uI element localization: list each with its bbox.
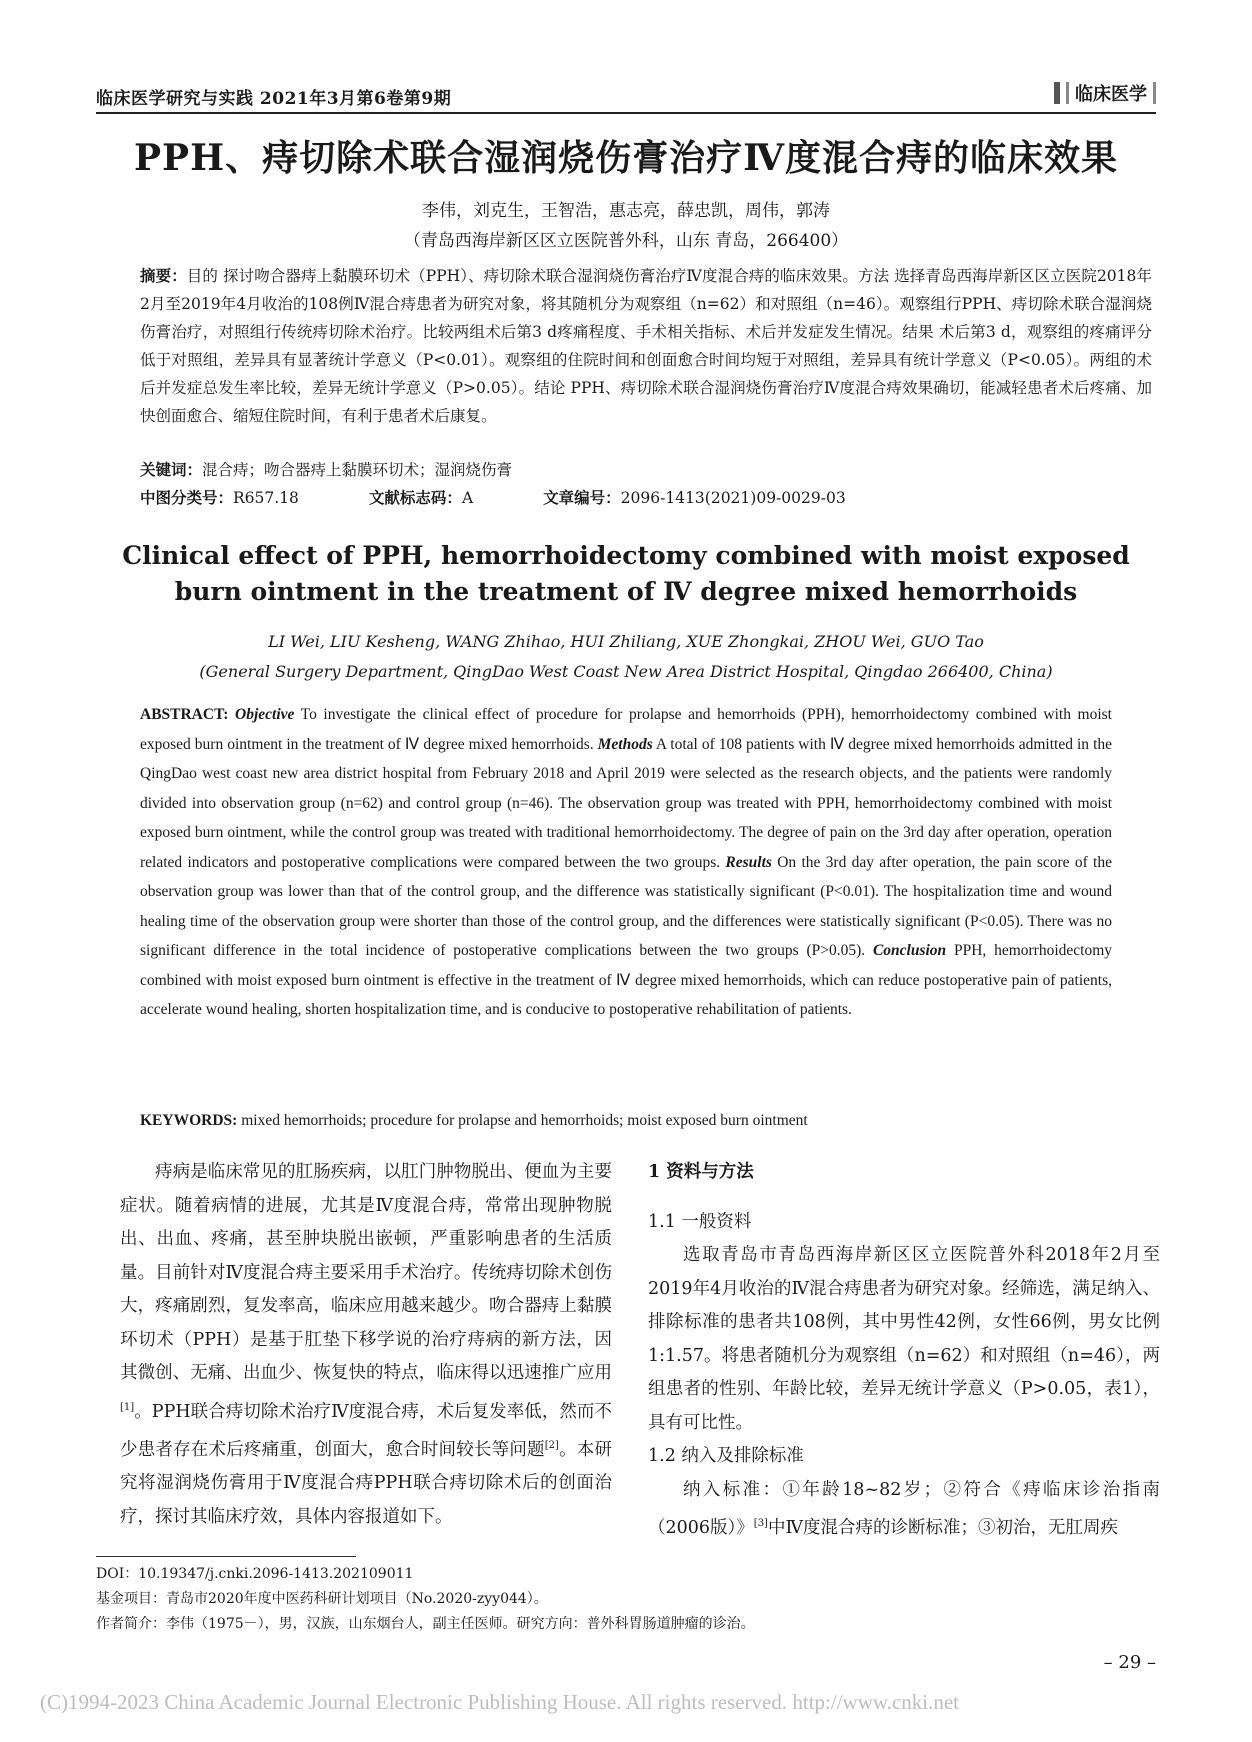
header-rule (96, 112, 1156, 114)
section-label: 临床医学 (1075, 84, 1147, 105)
chinese-affiliation: （青岛西海岸新区区立医院普外科，山东 青岛，266400） (403, 231, 849, 251)
english-title: Clinical effect of PPH, hemorrhoidectomy combined with moist exposed burn ointment in the treatment of Ⅳ degree mixed hemorrhoids (122, 541, 1130, 606)
clc-number: 中图分类号：R657.18 (140, 488, 299, 507)
copyright-watermark: (C)1994-2023 China Academic Journal Electronic Publishing House. All rights reserved. http://www.cnki.net (40, 1690, 959, 1714)
keywords-text: 混合痔；吻合器痔上黏膜环切术；湿润烧伤膏 (202, 461, 513, 479)
header-bar-icon (1153, 82, 1156, 104)
author-bio-line: 作者简介：李伟（1975－），男，汉族，山东烟台人，副主任医师。研究方向：普外科胃肠道肿瘤的诊治。 (96, 1616, 755, 1632)
section-heading: 1 资料与方法 (648, 1162, 754, 1182)
footnotes (96, 1562, 1156, 1637)
subsection-heading: 1.2 纳入及排除标准 (648, 1446, 804, 1466)
methods-column (648, 1156, 1160, 1545)
inclusion-paragraph: 纳入标准：①年龄18~82岁；②符合《痔临床诊治指南（2006版）》[3]中Ⅳ度混合痔的诊断标准；③初治，无肛周疾 (648, 1479, 1160, 1538)
english-abstract: ABSTRACT: Objective To investigate the clinical effect of procedure for prolapse and hemorrhoids (PPH), hemorrhoidectomy combined with moist exposed burn ointment in the treatment of Ⅳ degree mixed hemorrhoids. Methods A total of 108 patients with Ⅳ degree mixed hemorrhoids admitted in the QingDao west coast new area district hospital from February 2018 and April 2019 were selected as the research objects, and the patients were randomly divided into observation group (n=62) and control group (n=46). The observation group was treated with PPH, hemorrhoidectomy combined with moist exposed burn ointment, while the control group was treated with traditional hemorrhoidectomy. The degree of pain on the 3rd day after operation, operation related indicators and postoperative complications were compared between the two groups. Results On the 3rd day after operation, the pain score of the observation group was lower than that of the control group, and the difference was statistically significant (P<0.01). The hospitalization time and wound healing time of the observation group were shorter than those of the control group, and the differences were statistically significant (P<0.05). There was no significant difference in the total incidence of postoperative complications between the two groups (P>0.05). Conclusion PPH, hemorrhoidectomy combined with moist exposed burn ointment is effective in the treatment of Ⅳ degree mixed hemorrhoids, which can reduce postoperative pain of patients, accelerate wound healing, shorten hospitalization time, and is conducive to postoperative rehabilitation of patients. (140, 706, 1113, 1018)
subsection-heading: 1.1 一般资料 (648, 1211, 752, 1232)
abstract-label: 摘要： (140, 266, 187, 285)
section-header (1054, 80, 1156, 106)
citation-ref: [3] (753, 1518, 768, 1529)
article-number: 文章编号：2096-1413(2021)09-0029-03 (543, 488, 846, 507)
english-authors: LI Wei, LIU Kesheng, WANG Zhihao, HUI Zhiliang, XUE Zhongkai, ZHOU Wei, GUO Tao (268, 632, 984, 651)
citation-ref: [1] (120, 1401, 135, 1413)
footnote-rule (96, 1556, 356, 1557)
header-bar-icon (1066, 82, 1069, 104)
doi-line: DOI：10.19347/j.cnki.2096-1413.202109011 (96, 1566, 414, 1582)
header-bar-icon (1054, 82, 1060, 104)
chinese-authors: 李伟，刘克生，王智浩，惠志亮，薛忠凯，周伟，郭涛 (422, 201, 830, 221)
keywords-label: 关键词： (140, 460, 203, 479)
journal-header: 临床医学研究与实践 2021年3月第6卷第9期 (96, 89, 452, 109)
page-number: – 29 – (1103, 1652, 1156, 1673)
introduction-paragraph: 痔病是临床常见的肛肠疾病，以肛门肿物脱出、便血为主要症状。随着病情的进展，尤其是Ⅳ度混合痔，常常出现肿物脱出、出血、疼痛，甚至肿块脱出嵌顿，严重影响患者的生活质量。目前针对Ⅳ度混合痔主要采用手术治疗。传统痔切除术创伤大，疼痛剧烈，复发率高，临床应用越来越少。吻合器痔上黏膜环切术（PPH）是基于肛垫下移学说的治疗痔病的新方法，因其微创、无痛、出血少、恢复快的特点，临床得以迅速推广应用[1]。PPH联合痔切除术治疗Ⅳ度混合痔，术后复发率低，然而不少患者存在术后疼痛重，创面大，愈合时间较长等问题[2]。本研究将湿润烧伤膏用于Ⅳ度混合痔PPH联合痔切除术后的创面治疗，探讨其临床疗效，具体内容报道如下。 (120, 1162, 612, 1527)
english-affiliation: (General Surgery Department, QingDao West Coast New Area District Hospital, Qingdao 266400, China) (199, 662, 1053, 681)
abstract-text: 目的 探讨吻合器痔上黏膜环切术（PPH）、痔切除术联合湿润烧伤膏治疗Ⅳ度混合痔的临床效果。方法 选择青岛西海岸新区区立医院2018年2月至2019年4月收治的108例Ⅳ混合痔患者为研究对象，将其随机分为观察组（n=62）和对照组（n=46）。观察组行PPH、痔切除术联合湿润烧伤膏治疗，对照组行传统痔切除术治疗。比较两组术后第3 d疼痛程度、手术相关指标、术后并发症发生情况。结果 术后第3 d，观察组的疼痛评分低于对照组，差异具有显著统计学意义（P<0.01）。观察组的住院时间和创面愈合时间均短于对照组，差异具有统计学意义（P<0.05）。两组的术后并发症总发生率比较，差异无统计学意义（P>0.05）。结论 PPH、痔切除术联合湿润烧伤膏治疗Ⅳ度混合痔效果确切，能减轻患者术后疼痛、加快创面愈合、缩短住院时间，有利于患者术后康复。 (140, 267, 1152, 425)
fund-line: 基金项目：青岛市2020年度中医药科研计划项目（No.2020-zyy044）。 (96, 1591, 548, 1607)
document-code: 文献标志码：A (368, 488, 474, 507)
citation-ref: [2] (544, 1439, 559, 1451)
chinese-abstract (140, 262, 1152, 430)
chinese-keywords (140, 458, 1152, 480)
classification-row (140, 486, 1152, 508)
chinese-title: PPH、痔切除术联合湿润烧伤膏治疗Ⅳ度混合痔的临床效果 (133, 137, 1118, 179)
english-keywords: KEYWORDS: mixed hemorrhoids; procedure for prolapse and hemorrhoids; moist exposed burn ointment (140, 1112, 808, 1129)
general-data-paragraph: 选取青岛市青岛西海岸新区区立医院普外科2018年2月至2019年4月收治的Ⅳ混合痔患者为研究对象。经筛选，满足纳入、排除标准的患者共108例，其中男性42例，女性66例，男女比例1:1.57。将患者随机分为观察组（n=62）和对照组（n=46），两组患者的性别、年龄比较，差异无统计学意义（P>0.05，表1），具有可比性。 (648, 1245, 1160, 1433)
